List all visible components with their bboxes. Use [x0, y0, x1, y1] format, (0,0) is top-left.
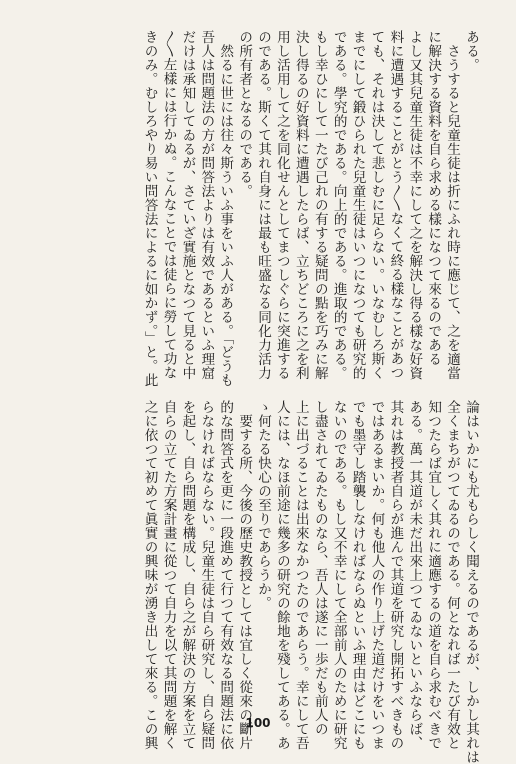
text-column: 要する所、今後の歷史教授としては宜しく從來の斷片 — [236, 400, 253, 750]
text-column: 〳〵左樣には行かぬ。こんなことでは徒らに勞して功な — [160, 30, 177, 380]
upper-text-block — [140, 30, 480, 388]
text-column: に解決する資料を自ら求める樣になつて來るのである — [425, 30, 442, 366]
text-column: 然るに世には往々斯ういふ事をいふ人がある。「どうも — [217, 30, 234, 388]
text-column: 知つたらば宜しく其れに適應するの道を自ら求むべきで — [425, 400, 442, 750]
text-column: 之に依つて初めて眞實の興味が湧き出して來る。この興 — [141, 400, 158, 750]
text-column: だけは承知してゐるが、さていざ實施となつて見ると中 — [179, 30, 196, 380]
text-column: 人には、なほ前途に幾多の研究の餘地を殘してある。あ — [273, 400, 290, 750]
text-column: きのみ。むしろやり易い問答法によるに如かず。」と。此 — [141, 30, 158, 388]
text-column: よし又其兒童生徒は不幸にして之を解決し得る樣な好資 — [406, 30, 423, 380]
text-column: を起し、自ら問題を構成し、自ら之が解決の方案を立て — [179, 400, 196, 750]
text-column: さうすると兒童生徒は折にふれ時に應じて、之を適當 — [444, 30, 461, 380]
text-column: 料に遭遇することがとう〳〵なくて終る樣なことがあつ — [387, 30, 404, 380]
text-column: 吾人は問題法の方が問答法よりは有效であるといふ理窟 — [198, 30, 215, 380]
text-column: である。學究的である。向上的である。進取的である。 — [330, 30, 347, 380]
text-column: 上に出づることは出來なかつたのであらう。幸にして吾 — [292, 400, 309, 750]
text-column: 其れは教授者自らが進んで其道を研究し開拓すべきもの — [387, 400, 404, 750]
text-column: のである。斯くて其れ自身には最も旺盛なる同化力活力 — [255, 30, 272, 380]
text-column: 的な問答式を更に一段進めて行つて有效なる問題法に依 — [217, 400, 234, 750]
text-column: ではあるまいか。何も他人の作り上げた道だけをいつま — [368, 400, 385, 750]
text-column: し盡されてゐたものなら、吾人は遂に一歩だも前人の — [311, 400, 328, 736]
text-column: もし幸ひにして一たび己れの有する疑問の點を巧みに解 — [311, 30, 328, 380]
page-number: 100 — [245, 716, 271, 730]
text-column: までにして鍛ひられた兒童生徒はいつになつても研究的 — [349, 30, 366, 380]
text-column: ある。 — [463, 30, 479, 72]
text-column: 決し得るの好資料に遭遇したらば、立ちどころに之を利 — [292, 30, 309, 380]
text-column: ないのである。もし又不幸にして全部前人のために研究 — [330, 400, 347, 750]
text-column: の所有者となるのである。 — [236, 30, 253, 198]
text-column: 論はいかにも尤もらしく聞えるのであるが、しかし其れは — [463, 400, 479, 764]
text-column: ゝ何たる快心の至りであらうか。 — [255, 400, 272, 610]
text-column: ある。萬一其道が未だ出來上つてゐないといふならば、 — [406, 400, 423, 750]
text-column: でも墨守し踏襲しなければならぬといふ理由はどこにも — [349, 400, 366, 750]
text-column: 自らの立てた方案計畫に從つて自力を以て其問題を解く — [160, 400, 177, 750]
text-column: 全くまちがつてゐるのである。何となれば一たび有效と — [444, 400, 461, 750]
text-column: らなければならない。兒童生徒は自ら研究し、自ら疑問 — [198, 400, 215, 750]
text-column: ても、それは決して悲しむに足らない。いなむしろ斯く — [368, 30, 385, 380]
text-column: 用し活用して之を同化せんとしてまつしぐらに突進する — [273, 30, 290, 380]
